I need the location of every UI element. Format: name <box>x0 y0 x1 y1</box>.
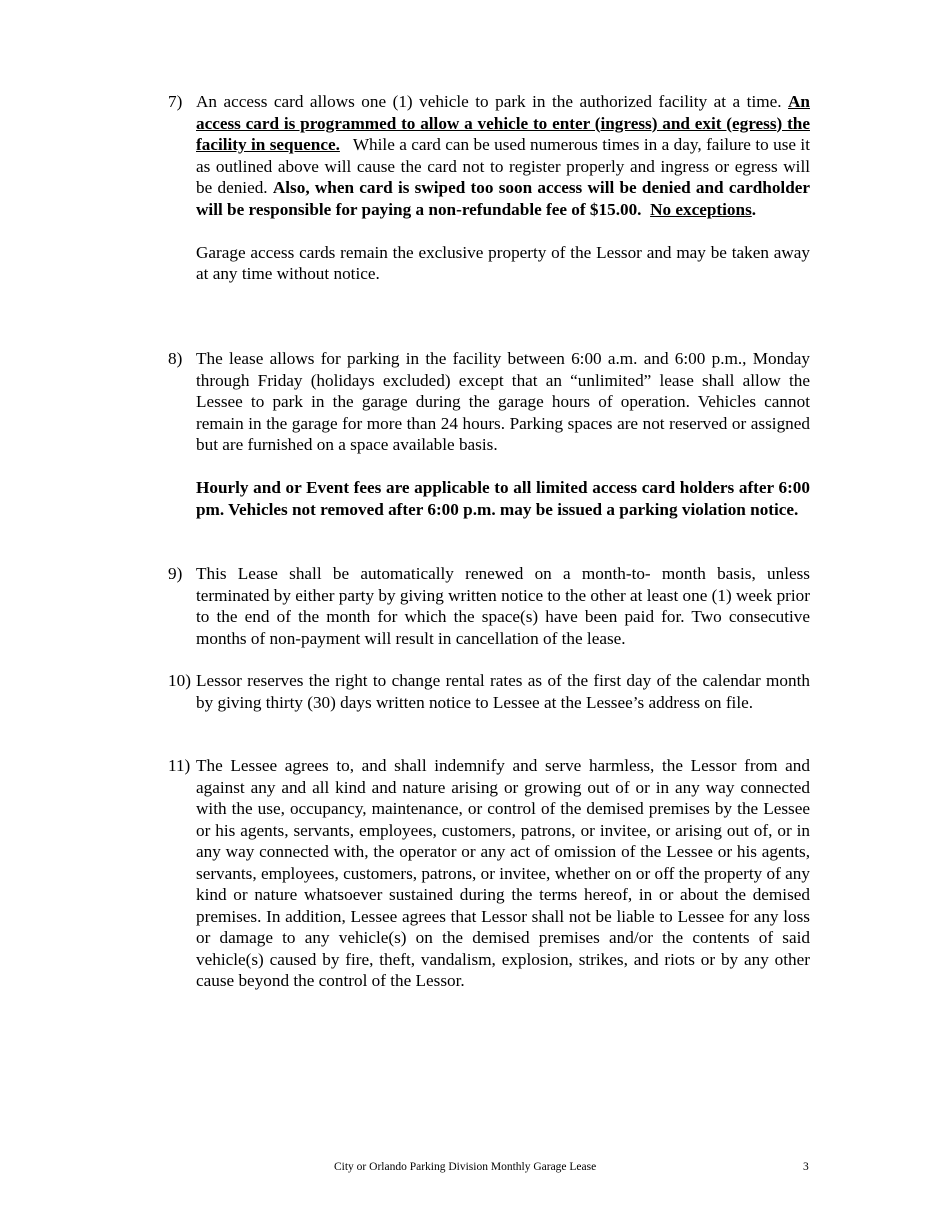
clause-number: 9) <box>168 564 183 583</box>
clause-number: 8) <box>168 349 183 368</box>
clause-emphasis-bold: Also, when card is swiped too soon access will be denied and cardholder will be responsible for paying a non-refundable fee of $15.00. <box>196 178 811 219</box>
clause-8 <box>168 348 810 520</box>
clause-text: While a card can be used numerous times in a day, failure to use it as outlined above will cause the card not to register properly and ingress or egress will be denied. <box>196 135 810 197</box>
clause-9 <box>168 563 810 649</box>
clause-number: 7) <box>168 92 183 111</box>
clause-7-paragraph-1: An access card allows one (1) vehicle to park in the authorized facility at a time. An access card is programmed to allow a vehicle to enter (ingress) and exit (egress) the facility in sequence. While a card can be used numerous times in a day, failure to use it as outlined above will cause the card not to register properly and ingress or egress will be denied. Also, when card is swiped too soon access will be denied and cardholder will be responsible for paying a non-refundable fee of $15.00. No exceptions. <box>196 92 811 219</box>
clause-8-paragraph-1: The lease allows for parking in the facility between 6:00 a.m. and 6:00 p.m., Monday through Friday (holidays excluded) except that an “unlimited” lease shall allow the Lessee to park in the garage during the garage hours of operation. Vehicles cannot remain in the garage for more than 24 hours. Parking spaces are not reserved or assigned but are furnished on a space available basis. <box>196 349 810 454</box>
clause-9-paragraph-1: This Lease shall be automatically renewed on a month-to- month basis, unless terminated by either party by giving written notice to the other at least one (1) week prior to the end of the month for which the space(s) have been paid for. Two consecutive months of non-payment will result in cancellation of the lease. <box>196 564 810 648</box>
clause-7 <box>168 91 810 285</box>
no-exceptions-text: No exceptions <box>650 199 752 219</box>
clause-10-paragraph-1: Lessor reserves the right to change rental rates as of the first day of the calendar month by giving thirty (30) days written notice to Lessee at the Lessee’s address on file. <box>196 671 810 712</box>
clause-10 <box>168 670 810 713</box>
clause-text: An access card allows one (1) vehicle to park in the authorized facility at a time. <box>196 92 782 111</box>
clause-11 <box>168 755 810 992</box>
clause-emphasis-underlined: An access card is programmed to allow a vehicle to enter (ingress) and exit (egress) the facility in sequence. <box>196 92 810 154</box>
clause-8-paragraph-2: Hourly and or Event fees are applicable to all limited access card holders after 6:00 pm. Vehicles not removed after 6:00 p.m. may be issued a parking violation notice. <box>196 478 810 519</box>
clause-number: 10) <box>168 671 191 690</box>
footer-title: City or Orlando Parking Division Monthly Garage Lease <box>334 1161 597 1173</box>
clause-11-paragraph-1: The Lessee agrees to, and shall indemnify and serve harmless, the Lessor from and against any and all kind and nature arising or growing out of or in any way connected with the use, occupancy, maintenance, or control of the demised premises by the Lessee or his agents, servants, employees, customers, patrons, or invitee, or arising out of, or in any way connected with, the operator or any act of omission of the Lessee or his agents, servants, employees, customers, patrons, or invitee, whether on or off the property of any kind or nature whatsoever sustained during the terms hereof, in or about the demised premises. In addition, Lessee agrees that Lessor shall not be liable to Lessee for any loss or damage to any vehicle(s) on the demised premises and/or the contents of said vehicle(s) caused by fire, theft, vandalism, explosion, strikes, and riots or by any other cause beyond the control of the Lessor. <box>196 756 810 990</box>
footer-page-number: 3 <box>803 1161 809 1173</box>
clause-number: 11) <box>168 756 191 775</box>
clause-7-paragraph-2: Garage access cards remain the exclusive property of the Lessor and may be taken away at any time without notice. <box>196 242 810 283</box>
